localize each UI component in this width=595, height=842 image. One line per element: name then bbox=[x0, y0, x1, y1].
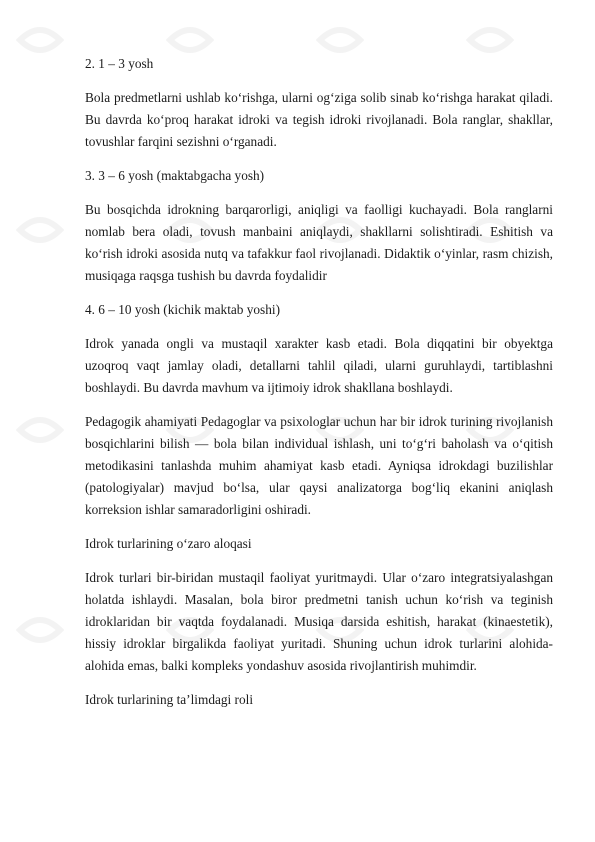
paragraph-age-3-6: Bu bosqichda idrokning barqarorligi, aniqligi va faolligi kuchayadi. Bola ranglarni nomlab bera oladi, tovush manbaini aniqlaydi, shakllarni solishtiradi. Eshitish va ko‘rish idroki asosida nutq va tafakkur faol rivojlanadi. Didaktik o‘yinlar, rasm chizish, musiqaga raqsga tushish bu davrda foydalidir bbox=[85, 202, 553, 283]
paragraph-age-6-10: Idrok yanada ongli va mustaqil xarakter kasb etadi. Bola diqqatini bir obyektga uzoqroq vaqt jamlay oladi, detallarni tahlil qiladi, ularni guruhlaydi, tartiblashni boshlaydi. Bu davrda mavhum va ijtimoiy idrok shakllana boshlaydi. bbox=[85, 336, 553, 395]
document-body bbox=[85, 53, 553, 723]
paragraph-interrelation: Idrok turlari bir-biridan mustaqil faoliyat yuritmaydi. Ular o‘zaro integratsiyalashgan holatda ishlaydi. Masalan, bola biror predmetni tanish uchun ko‘rish va teginish idroklaridan bir vaqtda foydalanadi. Musiqa darsida eshitish, harakat (kinaestetik), hissiy idroklar birgalikda faoliyat yuritadi. Shuning uchun idrok turlarini alohida-alohida emas, balki kompleks yondashuv asosida rivojlantirish muhimdir. bbox=[85, 570, 553, 673]
section-heading-age-6-10: 4. 6 – 10 yosh (kichik maktab yoshi) bbox=[85, 302, 280, 317]
section-heading-role-in-education: Idrok turlarining ta’limdagi roli bbox=[85, 692, 254, 707]
section-heading-age-3-6: 3. 3 – 6 yosh (maktabgacha yosh) bbox=[85, 168, 265, 183]
section-heading-age-1-3: 2. 1 – 3 yosh bbox=[85, 56, 154, 71]
section-heading-interrelation: Idrok turlarining o‘zaro aloqasi bbox=[85, 536, 252, 551]
paragraph-pedagogical-significance: Pedagogik ahamiyati Pedagoglar va psixologlar uchun har bir idrok turining rivojlanish bosqichlarini bilish — bola bilan individual ishlash, uni to‘g‘ri baholash va o‘qitish metodikasini tanlashda muhim ahamiyat kasb etadi. Ayniqsa idrokdagi buzilishlar (patologiyalar) mavjud bo‘lsa, ular qaysi analizatorga bog‘liq ekanini aniqlash korreksion ishlar samaradorligini oshiradi. bbox=[85, 414, 553, 517]
paragraph-age-1-3: Bola predmetlarni ushlab ko‘rishga, ularni og‘ziga solib sinab ko‘rishga harakat qiladi. Bu davrda ko‘proq harakat idroki va tegish idroki rivojlanadi. Bola ranglar, shakllar, tovushlar farqini sezishni o‘rganadi. bbox=[85, 90, 553, 149]
